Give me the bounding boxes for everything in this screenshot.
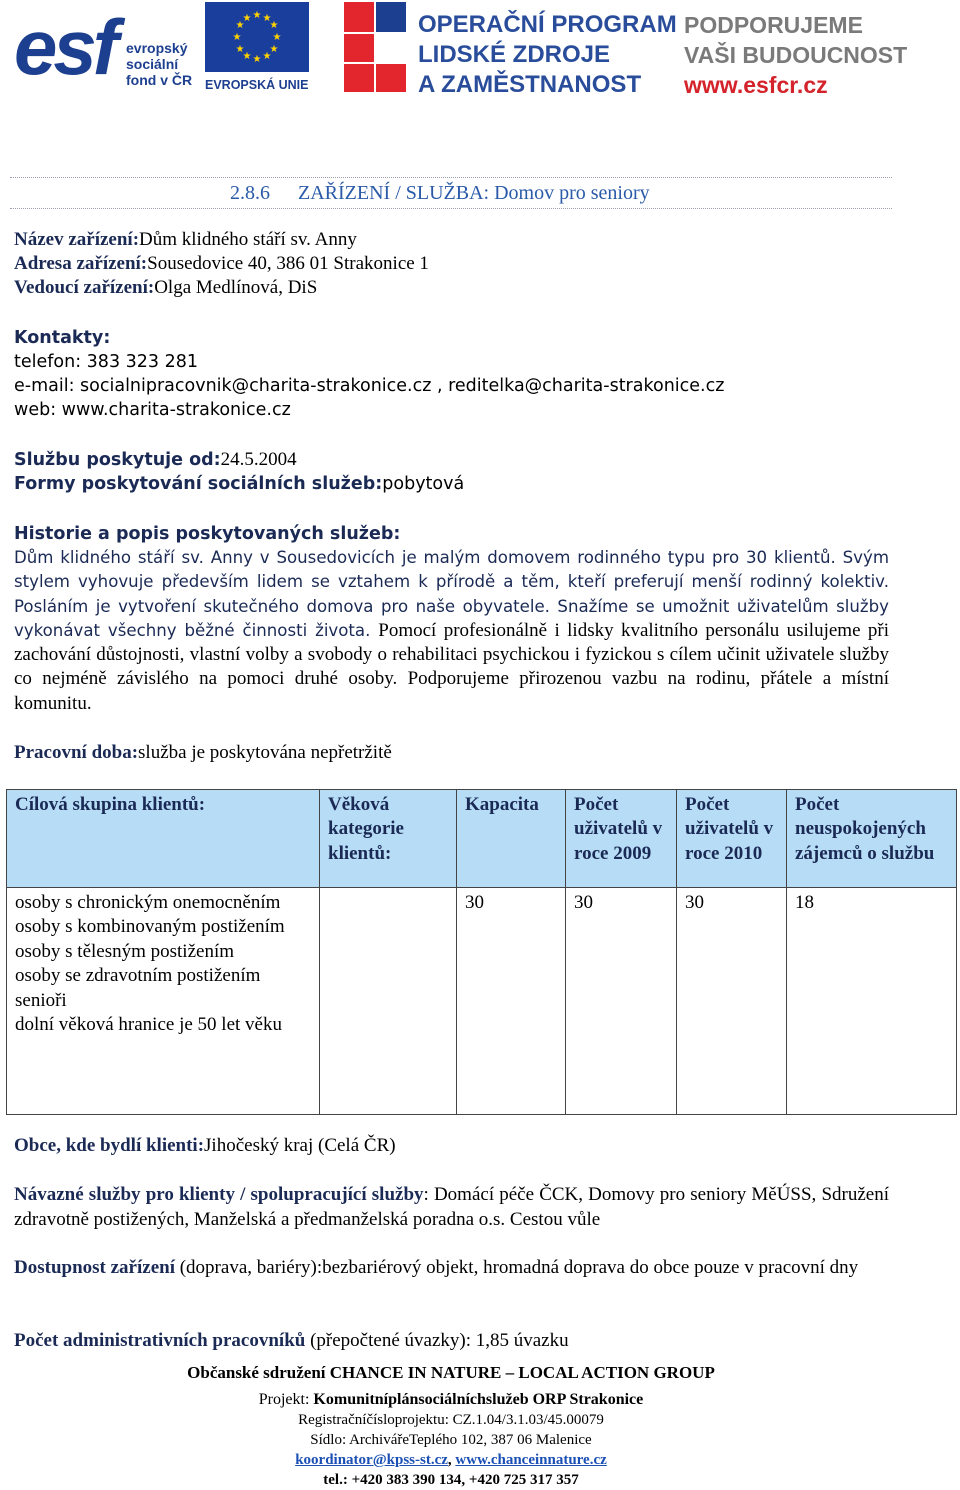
svg-text:★: ★ [235,20,245,31]
target-group-item: osoby s tělesným postižením [15,940,235,962]
footer-tel: tel.: +420 383 390 134, +420 725 317 357 [323,1472,579,1488]
title-rule-bottom [10,208,892,209]
eu-logo-text: EVROPSKÁ UNIE [205,78,309,92]
esf-logo-text: evropský sociální fond v ČR [126,40,193,88]
target-group-item: osoby se zdravotním postižením [15,965,261,987]
footer-project: Projekt: Komunitníplánsociálníchslužeb ORP Strakonice [258,1391,644,1408]
facility-head: Vedoucí zařízení:Olga Medlínová, DiS [14,277,318,298]
working-hours: Pracovní doba:služba je poskytována nepřetržitě [14,742,392,763]
footer-org: Občanské sdružení CHANCE IN NATURE – LOCAL ACTION GROUP [187,1363,715,1382]
admin-staff: Počet administrativních pracovníků (přepočtené úvazky): 1,85 úvazku [14,1330,569,1351]
td-capacity: 30 [457,888,566,1115]
related-services: Návazné služby pro klienty / spolupracující služby: Domácí péče ČCK, Domovy pro seniory MěÚSS, Sdružení zdravotně postižených, Manželská a předmanželská poradna o.s. Cestou vůle [14,1184,889,1230]
accessibility: Dostupnost zařízení (doprava, bariéry):bezbariérový objekt, hromadná doprava do obce pouze v pracovní dny [14,1257,859,1278]
contacts-label: Kontakty: [14,328,111,348]
svg-text:★: ★ [269,20,279,31]
target-group-item: osoby s kombinovaným postižením [15,916,285,938]
eu-logo [205,2,311,94]
svg-text:★: ★ [252,54,262,65]
contact-phone: telefon: 383 323 281 [14,352,199,372]
th-users-2010: Počet uživatelů v roce 2010 [677,790,787,888]
td-users-2010: 30 [677,888,787,1115]
op-logo-text: OPERAČNÍ PROGRAM LIDSKÉ ZDROJE A ZAMĚSTNANOST [418,11,677,98]
target-group-item: senioři [15,989,67,1011]
svg-text:★: ★ [242,51,252,62]
municipalities: Obce, kde bydlí klienti:Jihočeský kraj (Celá ČR) [14,1135,396,1156]
facility-address: Adresa zařízení:Sousedovice 40, 386 01 Strakonice 1 [14,253,429,274]
section-number: 2.8.6 [230,182,270,204]
esf-logo [14,2,194,94]
svg-text:★: ★ [232,32,242,43]
op-logo-icon [344,2,406,92]
footer-email-link[interactable]: koordinator@kpss-st.cz [295,1452,448,1468]
services-table [6,789,957,1115]
th-users-2009: Počet uživatelů v roce 2009 [566,790,677,888]
eu-flag-icon [205,2,309,72]
esfcr-url: www.esfcr.cz [684,72,828,98]
svg-text:★: ★ [242,13,252,24]
td-unsatisfied: 18 [787,888,957,1115]
th-age-category: Věková kategorie klientů: [320,790,457,888]
svg-text:★: ★ [252,10,262,21]
service-since: Službu poskytuje od:24.5.2004 [14,449,297,470]
service-forms: Formy poskytování sociálních služeb:pobytová [14,474,465,494]
table-header-row [7,790,957,888]
footer-links: koordinator@kpss-st.cz, www.chanceinnature.cz [295,1452,607,1468]
target-group-item: osoby s chronickým onemocněním [15,892,281,913]
esf-logo-letters: esf [14,3,115,91]
svg-text:★: ★ [269,44,279,55]
svg-text:★: ★ [235,44,245,55]
footer-reg: Registračníčísloprojektu: CZ.1.04/3.1.03/45.00079 [298,1412,604,1428]
history-label: Historie a popis poskytovaných služeb: [14,524,401,544]
svg-text:★: ★ [272,32,282,43]
td-age-category [320,888,457,1115]
footer-seat: Sídlo: ArchivářeTeplého 102, 387 06 Malenice [310,1432,592,1448]
target-group-item: dolní věková hranice je 50 let věku [15,1014,282,1036]
section-title-text: ZAŘÍZENÍ / SLUŽBA: Domov pro seniory [298,182,650,204]
facility-name: Název zařízení:Dům klidného stáří sv. Anny [14,229,357,250]
th-capacity: Kapacita [457,790,566,888]
footer-web-link[interactable]: www.chanceinnature.cz [455,1452,607,1468]
th-target-group: Cílová skupina klientů: [7,790,320,888]
th-unsatisfied: Počet neuspokojených zájemců o službu [787,790,957,888]
table-row [7,888,957,1115]
contact-web[interactable]: web: www.charita-strakonice.cz [14,400,291,420]
td-users-2009: 30 [566,888,677,1115]
svg-text:★: ★ [262,51,272,62]
podporujeme-logo: PODPORUJEME VAŠI BUDOUCNOST www.esfcr.cz [684,12,908,98]
contact-email[interactable]: e-mail: socialnipracovnik@charita-strakonice.cz , reditelka@charita-strakonice.cz [14,376,725,396]
svg-text:★: ★ [262,13,272,24]
td-target-groups [7,888,320,1115]
section-title [230,180,650,206]
history-text: Dům klidného stáří sv. Anny v Sousedovicích je malým domovem rodinného typu pro 30 klientů. Svým stylem vyhovuje především lidem se vztahem k přírodě a těm, kteří preferují menší rodinný kolektiv. Posláním je vytvoření skutečného domova pro naše obyvatele. Snažíme se umožnit uživatelům služby vykonávat všechny běžné činnosti života. Pomocí profesionálně i lidsky kvalitního personálu usilujeme při zachování důstojnosti, vlastní volby a svobody o rehabilitaci psychickou i fyzickou s cílem učinit uživatele služby co nejméně závislého na pomoci druhé osoby. Podporujeme přirozenou vazbu na rodinu, přátele a místní komunitu. [14,548,889,714]
title-rule-top [10,177,892,178]
